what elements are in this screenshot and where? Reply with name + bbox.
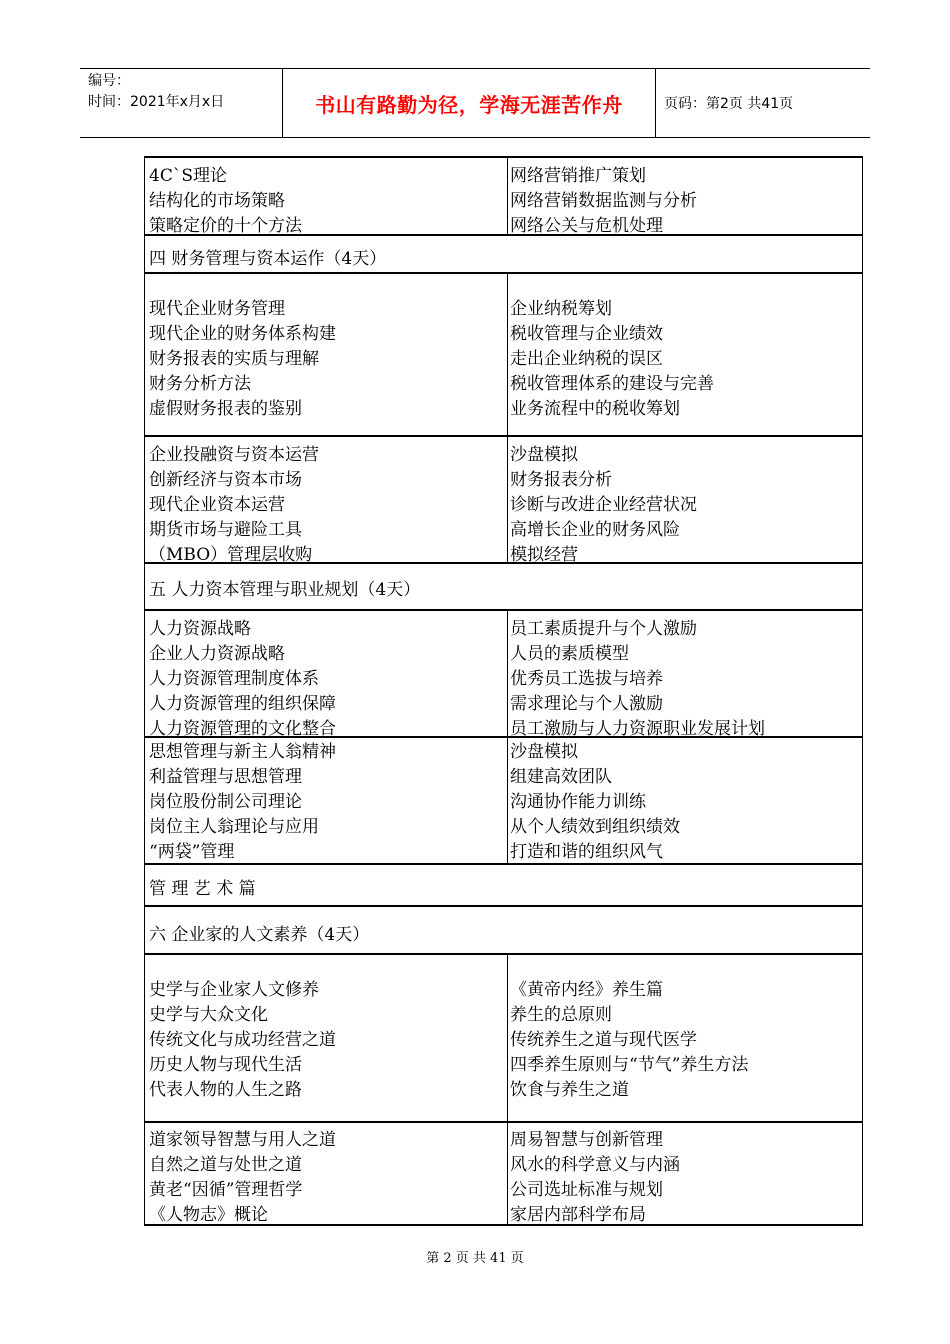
course-topic: 代表人物的人生之路 [149, 1080, 302, 1100]
section-heading-row [145, 564, 862, 611]
header-meta [88, 71, 224, 113]
course-topic: 诊断与改进企业经营状况 [510, 495, 697, 515]
course-table [144, 156, 863, 1226]
course-topic: 四季养生原则与“节气”养生方法 [510, 1055, 749, 1075]
course-topic: 企业人力资源战略 [149, 644, 285, 664]
document-number: 编号： [88, 73, 130, 89]
course-topic: 现代企业财务管理 [149, 299, 285, 319]
course-row [145, 955, 862, 1123]
course-topic: 史学与企业家人文修养 [149, 980, 319, 1000]
course-cell-right [507, 158, 861, 234]
course-topic: 饮食与养生之道 [510, 1080, 629, 1100]
course-cell-left [149, 274, 503, 435]
course-topic: 需求理论与个人激励 [510, 694, 663, 714]
section-title: 六 企业家的人文素养（4天） [149, 925, 370, 945]
course-topic: “两袋”管理 [149, 842, 235, 862]
course-topic: 思想管理与新主人翁精神 [149, 742, 336, 762]
course-cell-right [507, 1123, 861, 1224]
header-page-number: 页码：第2页 共41页 [664, 96, 794, 112]
document-date: 时间：2021年x月x日 [88, 94, 225, 110]
course-topic: 家居内部科学布局 [510, 1205, 646, 1225]
course-topic: 财务报表的实质与理解 [149, 349, 319, 369]
course-topic: 人员的素质模型 [510, 644, 629, 664]
course-topic: 沙盘模拟 [510, 742, 578, 762]
course-topic: 公司选址标准与规划 [510, 1180, 663, 1200]
part-title: 管 理 艺 术 篇 [149, 879, 256, 899]
course-topic: 沟通协作能力训练 [510, 792, 646, 812]
course-topic: 打造和谐的组织风气 [510, 842, 663, 862]
course-cell-left [149, 437, 503, 565]
course-topic: 风水的科学意义与内涵 [510, 1155, 680, 1175]
course-topic: 从个人绩效到组织绩效 [510, 817, 680, 837]
course-cell-right [507, 738, 861, 863]
course-topic: 走出企业纳税的误区 [510, 349, 663, 369]
course-topic: 黄老“因循”管理哲学 [149, 1180, 303, 1200]
course-topic: 自然之道与处世之道 [149, 1155, 302, 1175]
course-topic: 历史人物与现代生活 [149, 1055, 302, 1075]
header-divider [282, 69, 283, 137]
course-topic: 虚假财务报表的鉴别 [149, 399, 302, 419]
course-topic: 结构化的市场策略 [149, 191, 285, 211]
course-topic: 史学与大众文化 [149, 1005, 268, 1025]
course-cell-left [149, 611, 503, 739]
course-row [145, 274, 862, 437]
course-topic: 企业纳税筹划 [510, 299, 612, 319]
course-topic: 岗位股份制公司理论 [149, 792, 302, 812]
course-topic: 周易智慧与创新管理 [510, 1130, 663, 1150]
course-topic: 创新经济与资本市场 [149, 470, 302, 490]
course-topic: 现代企业资本运营 [149, 495, 285, 515]
course-cell-right [507, 437, 861, 565]
course-topic: 业务流程中的税收筹划 [510, 399, 680, 419]
course-cell-left [149, 158, 503, 234]
course-topic: 现代企业的财务体系构建 [149, 324, 336, 344]
course-topic: 传统养生之道与现代医学 [510, 1030, 697, 1050]
section-heading-row [145, 236, 862, 274]
part-heading-row [145, 865, 862, 907]
course-topic: 员工素质提升与个人激励 [510, 619, 697, 639]
course-topic: 道家领导智慧与用人之道 [149, 1130, 336, 1150]
course-row [145, 437, 862, 564]
course-topic: 模拟经营 [510, 545, 578, 565]
course-topic: 财务分析方法 [149, 374, 251, 394]
course-topic: 税收管理与企业绩效 [510, 324, 663, 344]
course-cell-right [507, 955, 861, 1121]
course-topic: 高增长企业的财务风险 [510, 520, 680, 540]
course-topic: 人力资源战略 [149, 619, 251, 639]
course-topic: 养生的总原则 [510, 1005, 612, 1025]
course-topic: 《黄帝内经》养生篇 [510, 980, 663, 1000]
course-cell-left [149, 738, 503, 863]
course-row [145, 611, 862, 738]
course-cell-left [149, 955, 503, 1121]
course-cell-right [507, 611, 861, 739]
page-footer: 第 2 页 共 41 页 [426, 1251, 524, 1266]
course-topic: 网络营销推广策划 [510, 166, 646, 186]
header-divider [655, 69, 656, 137]
course-topic: 组建高效团队 [510, 767, 612, 787]
course-topic: 策略定价的十个方法 [149, 216, 302, 236]
course-topic: 人力资源管理的文化整合 [149, 719, 336, 739]
course-topic: 4C`S理论 [149, 166, 227, 186]
course-topic: 企业投融资与资本运营 [149, 445, 319, 465]
course-row [145, 738, 862, 865]
course-topic: 人力资源管理的组织保障 [149, 694, 336, 714]
course-topic: （MBO）管理层收购 [149, 545, 313, 565]
course-topic: 员工激励与人力资源职业发展计划 [510, 719, 765, 739]
course-cell-right [507, 274, 861, 435]
course-topic: 网络营销数据监测与分析 [510, 191, 697, 211]
course-topic: 财务报表分析 [510, 470, 612, 490]
header-slogan: 书山有路勤为径，学海无涯苦作舟 [315, 93, 623, 117]
course-topic: 《人物志》概论 [149, 1205, 268, 1225]
course-topic: 税收管理体系的建设与完善 [510, 374, 714, 394]
course-topic: 沙盘模拟 [510, 445, 578, 465]
course-row [145, 1123, 862, 1226]
course-topic: 传统文化与成功经营之道 [149, 1030, 336, 1050]
course-topic: 人力资源管理制度体系 [149, 669, 319, 689]
course-topic: 岗位主人翁理论与应用 [149, 817, 319, 837]
section-title: 四 财务管理与资本运作（4天） [149, 249, 387, 269]
course-cell-left [149, 1123, 503, 1224]
section-heading-row [145, 907, 862, 955]
course-topic: 优秀员工选拔与培养 [510, 669, 663, 689]
page-header [80, 68, 870, 138]
course-topic: 网络公关与危机处理 [510, 216, 663, 236]
section-title: 五 人力资本管理与职业规划（4天） [149, 580, 421, 600]
course-topic: 利益管理与思想管理 [149, 767, 302, 787]
course-topic: 期货市场与避险工具 [149, 520, 302, 540]
course-row [145, 158, 862, 236]
